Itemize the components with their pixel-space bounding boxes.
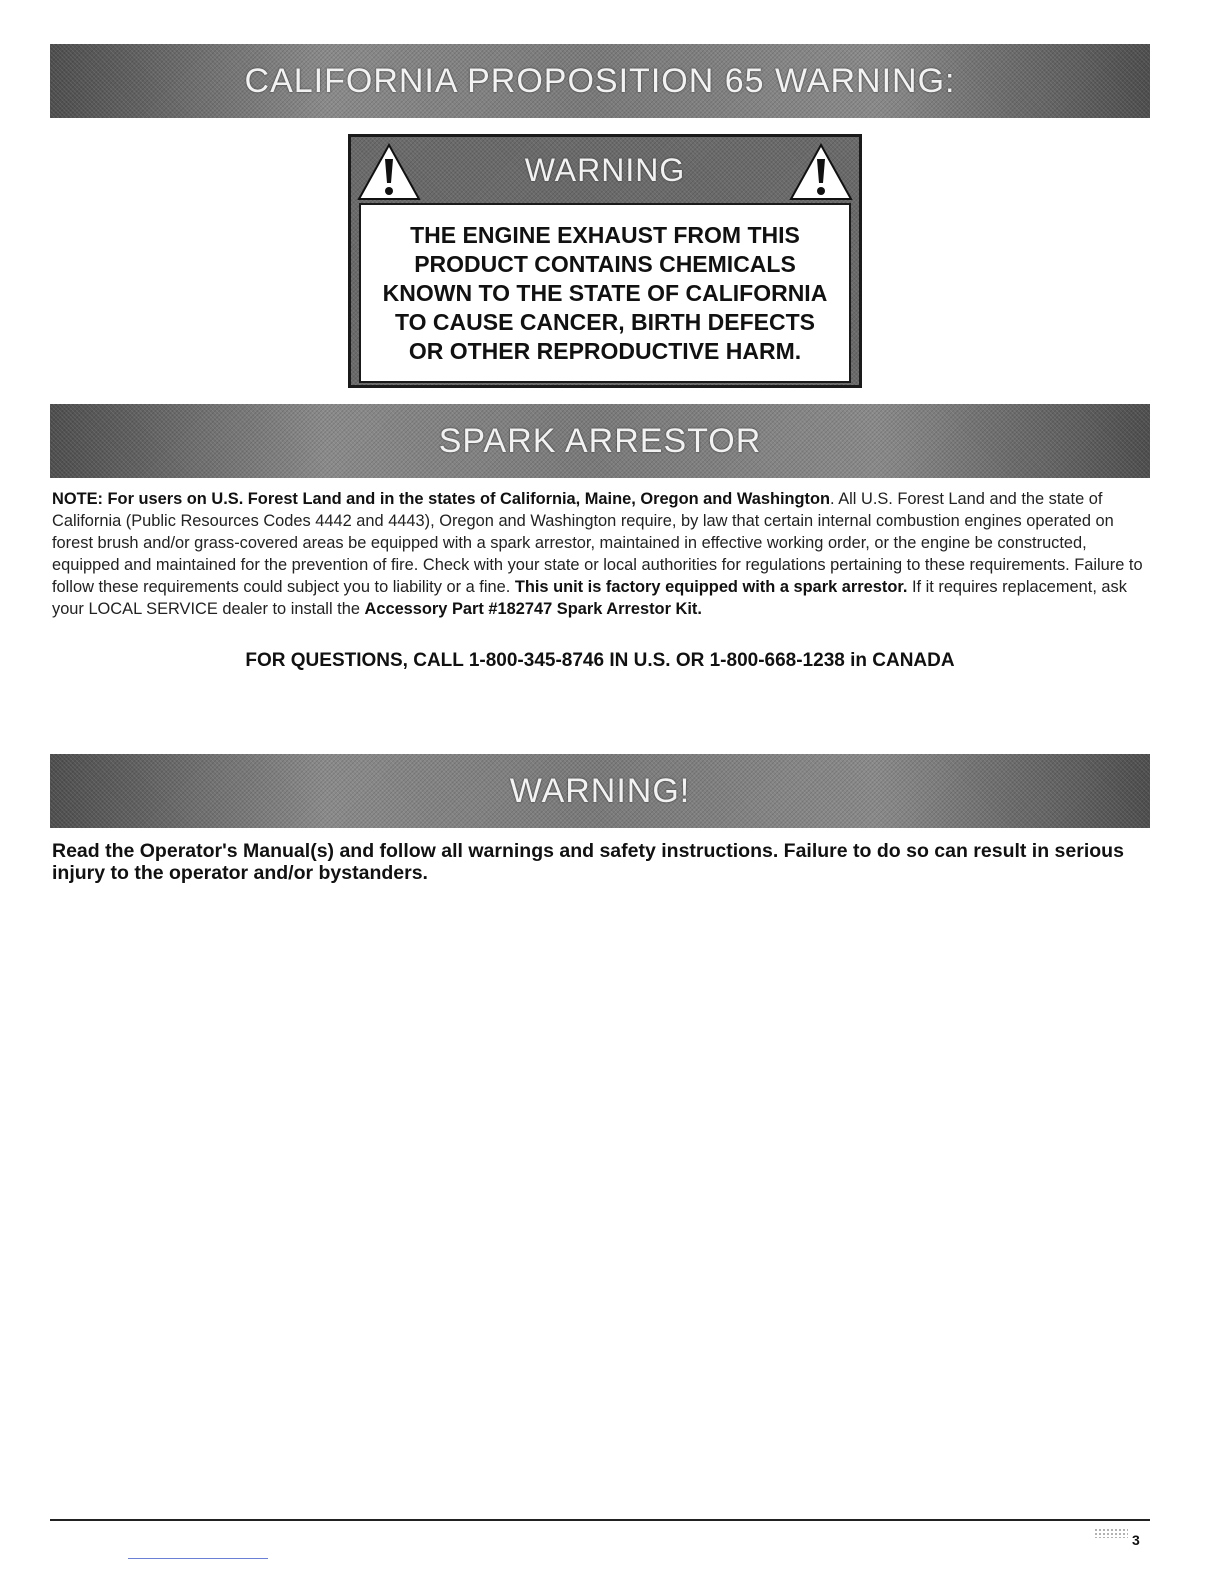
warning-banner-title: WARNING! [509, 771, 691, 810]
prop65-banner [50, 44, 1150, 118]
footer-rule [50, 1519, 1150, 1521]
warning-banner [50, 754, 1150, 828]
prop65-banner-title: CALIFORNIA PROPOSITION 65 WARNING: [244, 61, 956, 100]
bottom-underline [128, 1558, 268, 1559]
warning-box-title: WARNING [524, 151, 686, 188]
prop65-warning-box [348, 134, 862, 388]
warning-box-header [351, 137, 859, 203]
page-number: 3 [1132, 1532, 1140, 1548]
note-bold-part: Accessory Part #182747 Spark Arrestor Kit. [364, 600, 702, 618]
read-manual-warning: Read the Operator's Manual(s) and follow all warnings and safety instructions. Failure to do so can result in serious injury to the operator and/or bystanders. [52, 840, 1124, 884]
note-text: If it requires replacement, ask your LOCAL SERVICE dealer to install the [52, 578, 1127, 618]
note-bold-lead: NOTE: For users on U.S. Forest Land and in the states of California, Maine, Oregon and Washington [52, 490, 831, 508]
warning-line: PRODUCT CONTAINS CHEMICALS [414, 250, 796, 277]
warning-line: KNOWN TO THE STATE OF CALIFORNIA [382, 279, 828, 306]
warning-triangle-icon [357, 143, 421, 201]
warning-line: TO CAUSE CANCER, BIRTH DEFECTS [395, 308, 815, 335]
spark-arrestor-title: SPARK ARRESTOR [438, 421, 762, 460]
warning-line: THE ENGINE EXHAUST FROM THIS [410, 221, 800, 248]
note-bold-factory: This unit is factory equipped with a spark arrestor. [514, 578, 908, 596]
note-text: . All U.S. Forest Land and the state of California (Public Resources Codes 4442 and 4443), Oregon and Washington require, by law that certain internal combustion engines operated on forest brush and/or grass-covered areas be equipped with a spark arrestor, maintained in effective working order, or the engine be constructed, equipped and maintained for the prevention of fire. Check with your state or local authorities for regulations pertaining to these requirements. Failure to follow these requirements could subject you to liability or a fine. [52, 490, 1143, 596]
warning-box-body [359, 203, 851, 383]
warning-triangle-icon [789, 143, 853, 201]
spark-arrestor-note [52, 488, 1148, 620]
questions-phone-line: FOR QUESTIONS, CALL 1-800-345-8746 IN U.S. OR 1-800-668-1238 in CANADA [245, 650, 955, 671]
spark-arrestor-banner [50, 404, 1150, 478]
warning-line: OR OTHER REPRODUCTIVE HARM. [408, 337, 802, 364]
page-dots [1094, 1528, 1128, 1538]
